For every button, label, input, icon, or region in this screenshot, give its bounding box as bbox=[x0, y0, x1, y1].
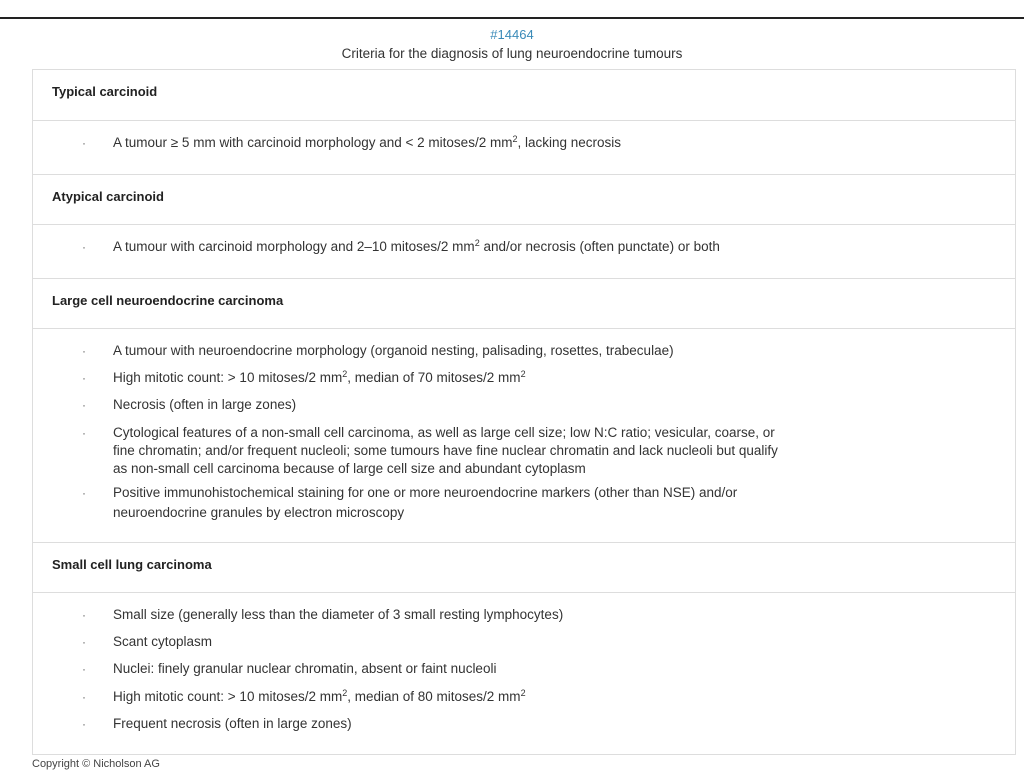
bullet-icon: · bbox=[82, 635, 86, 649]
bullet-icon: · bbox=[82, 398, 86, 412]
top-rule bbox=[0, 17, 1024, 19]
copyright-notice: Copyright © Nicholson AG bbox=[32, 758, 160, 770]
bullet-icon: · bbox=[82, 662, 86, 676]
superscript: 2 bbox=[342, 369, 348, 379]
list-item-text: Small size (generally less than the diameter of 3 small resting lymphocytes) bbox=[113, 607, 564, 622]
bullet-icon: · bbox=[82, 426, 86, 440]
item-text-part: , median of 70 mitoses/2 mm bbox=[347, 370, 521, 385]
bullet-icon: · bbox=[82, 371, 86, 385]
bullet-icon: · bbox=[82, 240, 86, 254]
section-heading-large-cell bbox=[33, 278, 1015, 328]
superscript: 2 bbox=[474, 238, 480, 248]
section-heading-text: Typical carcinoid bbox=[52, 84, 158, 99]
section-body-small-cell bbox=[33, 592, 1015, 754]
item-line: Cytological features of a non-small cell carcinoma, as well as large cell size; low N:C ratio; vesicular, coarse, or bbox=[113, 425, 775, 440]
figure-title: Criteria for the diagnosis of lung neuroendocrine tumours bbox=[341, 46, 683, 61]
list-item-text bbox=[113, 369, 993, 387]
figure-id-link[interactable]: #14464 bbox=[490, 27, 534, 42]
list-item-text: Nuclei: finely granular nuclear chromatin, absent or faint nucleoli bbox=[113, 661, 497, 676]
superscript: 2 bbox=[342, 688, 348, 698]
item-line: as non-small cell carcinoma because of large cell size and abundant cytoplasm bbox=[113, 461, 586, 476]
section-body-atypical-carcinoid bbox=[33, 224, 1015, 278]
list-item-text bbox=[113, 424, 993, 478]
section-heading-text: Atypical carcinoid bbox=[52, 189, 164, 204]
criteria-table bbox=[32, 69, 1016, 755]
section-body-typical-carcinoid bbox=[33, 120, 1015, 174]
bullet-icon: · bbox=[82, 608, 86, 622]
bullet-icon: · bbox=[82, 717, 86, 731]
item-text-part: High mitotic count: > 10 mitoses/2 mm bbox=[113, 689, 343, 704]
bullet-icon: · bbox=[82, 136, 86, 150]
section-heading-text: Large cell neuroendocrine carcinoma bbox=[52, 293, 284, 308]
list-item-text bbox=[113, 688, 993, 706]
item-text-part: , median of 80 mitoses/2 mm bbox=[347, 689, 521, 704]
list-item-text: A tumour with neuroendocrine morphology (organoid nesting, palisading, rosettes, trabeculae) bbox=[113, 343, 674, 358]
superscript: 2 bbox=[512, 134, 518, 144]
bullet-icon: · bbox=[82, 344, 86, 358]
item-line: neuroendocrine granules by electron microscopy bbox=[113, 505, 405, 520]
item-line: fine chromatin; and/or frequent nucleoli; some tumours have fine nuclear chromatin and lack nucleoli but qualify bbox=[113, 443, 778, 458]
item-line: Positive immunohistochemical staining for one or more neuroendocrine markers (other than NSE) and/or bbox=[113, 485, 738, 500]
item-text-part: , lacking necrosis bbox=[517, 135, 622, 150]
superscript: 2 bbox=[520, 369, 526, 379]
section-heading-atypical-carcinoid bbox=[33, 174, 1015, 224]
list-item-text: Necrosis (often in large zones) bbox=[113, 397, 297, 412]
section-heading-text: Small cell lung carcinoma bbox=[52, 557, 212, 572]
item-text-part: A tumour with carcinoid morphology and 2–10 mitoses/2 mm bbox=[113, 239, 475, 254]
section-body-large-cell bbox=[33, 328, 1015, 542]
item-text-part: High mitotic count: > 10 mitoses/2 mm bbox=[113, 370, 343, 385]
section-heading-typical-carcinoid bbox=[33, 70, 1015, 120]
list-item-text bbox=[113, 484, 993, 522]
item-text-part: and/or necrosis (often punctate) or both bbox=[479, 239, 720, 254]
list-item-text bbox=[113, 238, 993, 256]
bullet-icon: · bbox=[82, 690, 86, 704]
figure-header bbox=[0, 27, 1024, 62]
list-item-text: Frequent necrosis (often in large zones) bbox=[113, 716, 352, 731]
item-text-part: A tumour ≥ 5 mm with carcinoid morphology and < 2 mitoses/2 mm bbox=[113, 135, 513, 150]
superscript: 2 bbox=[520, 688, 526, 698]
list-item-text: Scant cytoplasm bbox=[113, 634, 213, 649]
bullet-icon: · bbox=[82, 486, 86, 500]
list-item-text bbox=[113, 134, 993, 152]
section-heading-small-cell bbox=[33, 542, 1015, 592]
